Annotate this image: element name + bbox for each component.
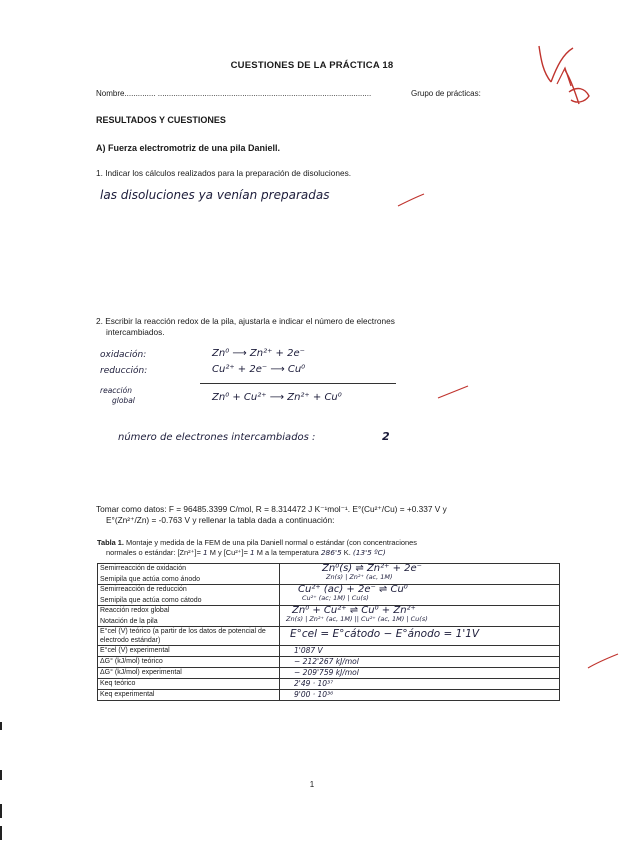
row-value: − 212'267 kJ/mol <box>280 657 560 668</box>
row-value-text: Zn(s) | Zn²⁺ (ac, 1M) <box>326 573 393 581</box>
row-value-text: Zn(s) | Zn²⁺ (ac, 1M) || Cu²⁺ (ac, 1M) | Cu(s) <box>286 615 428 623</box>
row-label <box>98 585 280 606</box>
row-label-text: Semipila que actúa como ánodo <box>100 576 201 583</box>
row-label: E°cel (V) experimental <box>98 646 280 657</box>
caption-part-a: normales o estándar: [Zn²⁺]= <box>106 548 201 557</box>
table-caption-bold: Tabla 1. <box>97 538 124 547</box>
row-label-text: Notación de la pila <box>100 618 158 625</box>
row-label: Keq experimental <box>98 690 280 701</box>
electrones-value: 2 <box>382 430 390 443</box>
table-caption-text: Montaje y medida de la FEM de una pila Daniell normal o estándar (con concentraciones <box>123 538 417 547</box>
row-value <box>280 606 560 627</box>
row-label <box>98 564 280 585</box>
teacher-mark-icon <box>527 40 607 112</box>
table-row <box>98 627 560 646</box>
row-label: ΔG° (kJ/mol) teórico <box>98 657 280 668</box>
red-check-icon <box>436 384 470 400</box>
table-row <box>98 646 560 657</box>
cu-concentration: 1 <box>250 548 255 557</box>
global-label-2: global <box>112 396 135 405</box>
sum-line <box>200 383 396 384</box>
temperature-value: 286'5 <box>320 548 342 557</box>
global-equation: Zn⁰ + Cu²⁺ ⟶ Zn²⁺ + Cu⁰ <box>212 392 342 403</box>
row-value-text: Cu²⁺ (ac) + 2e⁻ ⇌ Cu⁰ <box>298 584 408 595</box>
row-label-text: Semirreacción de reducción <box>100 586 187 593</box>
red-check-icon <box>396 192 426 208</box>
table-row <box>98 679 560 690</box>
row-label-text: Semipila que actúa como cátodo <box>100 597 202 604</box>
row-value-text: Zn⁰(s) ⇌ Zn²⁺ + 2e⁻ <box>322 563 422 574</box>
section-heading: RESULTADOS Y CUESTIONES <box>96 115 226 125</box>
table-row <box>98 585 560 606</box>
caption-part-d: K. <box>343 548 351 557</box>
table-row <box>98 657 560 668</box>
question-2-text-line1: 2. Escribir la reacción redox de la pila, ajustarla e indicar el número de electrones <box>96 316 395 326</box>
electrones-label: número de electrones intercambiados : <box>118 432 316 443</box>
row-label: ΔG° (kJ/mol) experimental <box>98 668 280 679</box>
section-subheading: A) Fuerza electromotriz de una pila Daniell. <box>96 143 281 153</box>
question-2-text-line2: intercambiados. <box>106 327 165 337</box>
row-value <box>280 564 560 585</box>
reduccion-equation: Cu²⁺ + 2e⁻ ⟶ Cu⁰ <box>212 364 306 375</box>
global-label-1: reacción <box>100 386 132 395</box>
oxidacion-label: oxidación: <box>100 350 147 360</box>
results-table <box>97 563 560 701</box>
table-caption-line2 <box>106 548 386 557</box>
reduccion-label: reducción: <box>100 366 148 376</box>
row-label <box>98 606 280 627</box>
row-value: 1'087 V <box>280 646 560 657</box>
row-value: − 209'759 kJ/mol <box>280 668 560 679</box>
zn-concentration: 1 <box>202 548 208 557</box>
row-value: E°cel = E°cátodo − E°ánodo = 1'1V <box>280 627 560 646</box>
oxidacion-equation: Zn⁰ ⟶ Zn²⁺ + 2e⁻ <box>212 348 305 359</box>
row-value <box>280 585 560 606</box>
grupo-field-label: Grupo de prácticas: <box>411 89 481 98</box>
row-value: 9'00 · 10³⁶ <box>280 690 560 701</box>
question-1-answer: las disoluciones ya venían preparadas <box>100 188 330 202</box>
row-value-text: Cu²⁺ (ac; 1M) | Cu(s) <box>302 594 369 602</box>
table-row <box>98 606 560 627</box>
table-caption-line1 <box>97 538 417 547</box>
scan-mark <box>0 770 2 780</box>
nombre-field-label: Nombre.............. ................................................................................................ <box>96 89 372 98</box>
row-value: 2'49 · 10³⁷ <box>280 679 560 690</box>
page-number: 1 <box>309 780 315 789</box>
table-row <box>98 668 560 679</box>
table-row <box>98 564 560 585</box>
temperature-celsius: (13'5 ºC) <box>352 548 386 557</box>
row-label: E°cel (V) teórico (a partir de los datos de potencial de electrodo estándar) <box>98 627 280 646</box>
caption-part-c: M a la temperatura <box>256 548 319 557</box>
question-1-text: 1. Indicar los cálculos realizados para la preparación de disoluciones. <box>96 168 352 178</box>
red-check-icon <box>586 652 620 670</box>
datos-line2: E°(Zn²⁺/Zn) = -0.763 V y rellenar la tabla dada a continuación: <box>106 515 335 525</box>
row-label-text: Reacción redox global <box>100 607 170 614</box>
row-value-text: Zn⁰ + Cu²⁺ ⇌ Cu⁰ + Zn²⁺ <box>292 605 416 616</box>
row-label: Keq teórico <box>98 679 280 690</box>
caption-part-b: M y [Cu²⁺]= <box>209 548 248 557</box>
page-title: CUESTIONES DE LA PRÁCTICA 18 <box>230 60 394 71</box>
row-label-text: Semirreacción de oxidación <box>100 565 186 572</box>
scan-mark <box>0 722 2 730</box>
scan-mark <box>0 804 2 818</box>
scan-mark <box>0 826 2 840</box>
table-row <box>98 690 560 701</box>
datos-line1: Tomar como datos: F = 96485.3399 C/mol, R = 8.314472 J K⁻¹mol⁻¹. E°(Cu²⁺/Cu) = +0.337 V y <box>96 504 447 514</box>
